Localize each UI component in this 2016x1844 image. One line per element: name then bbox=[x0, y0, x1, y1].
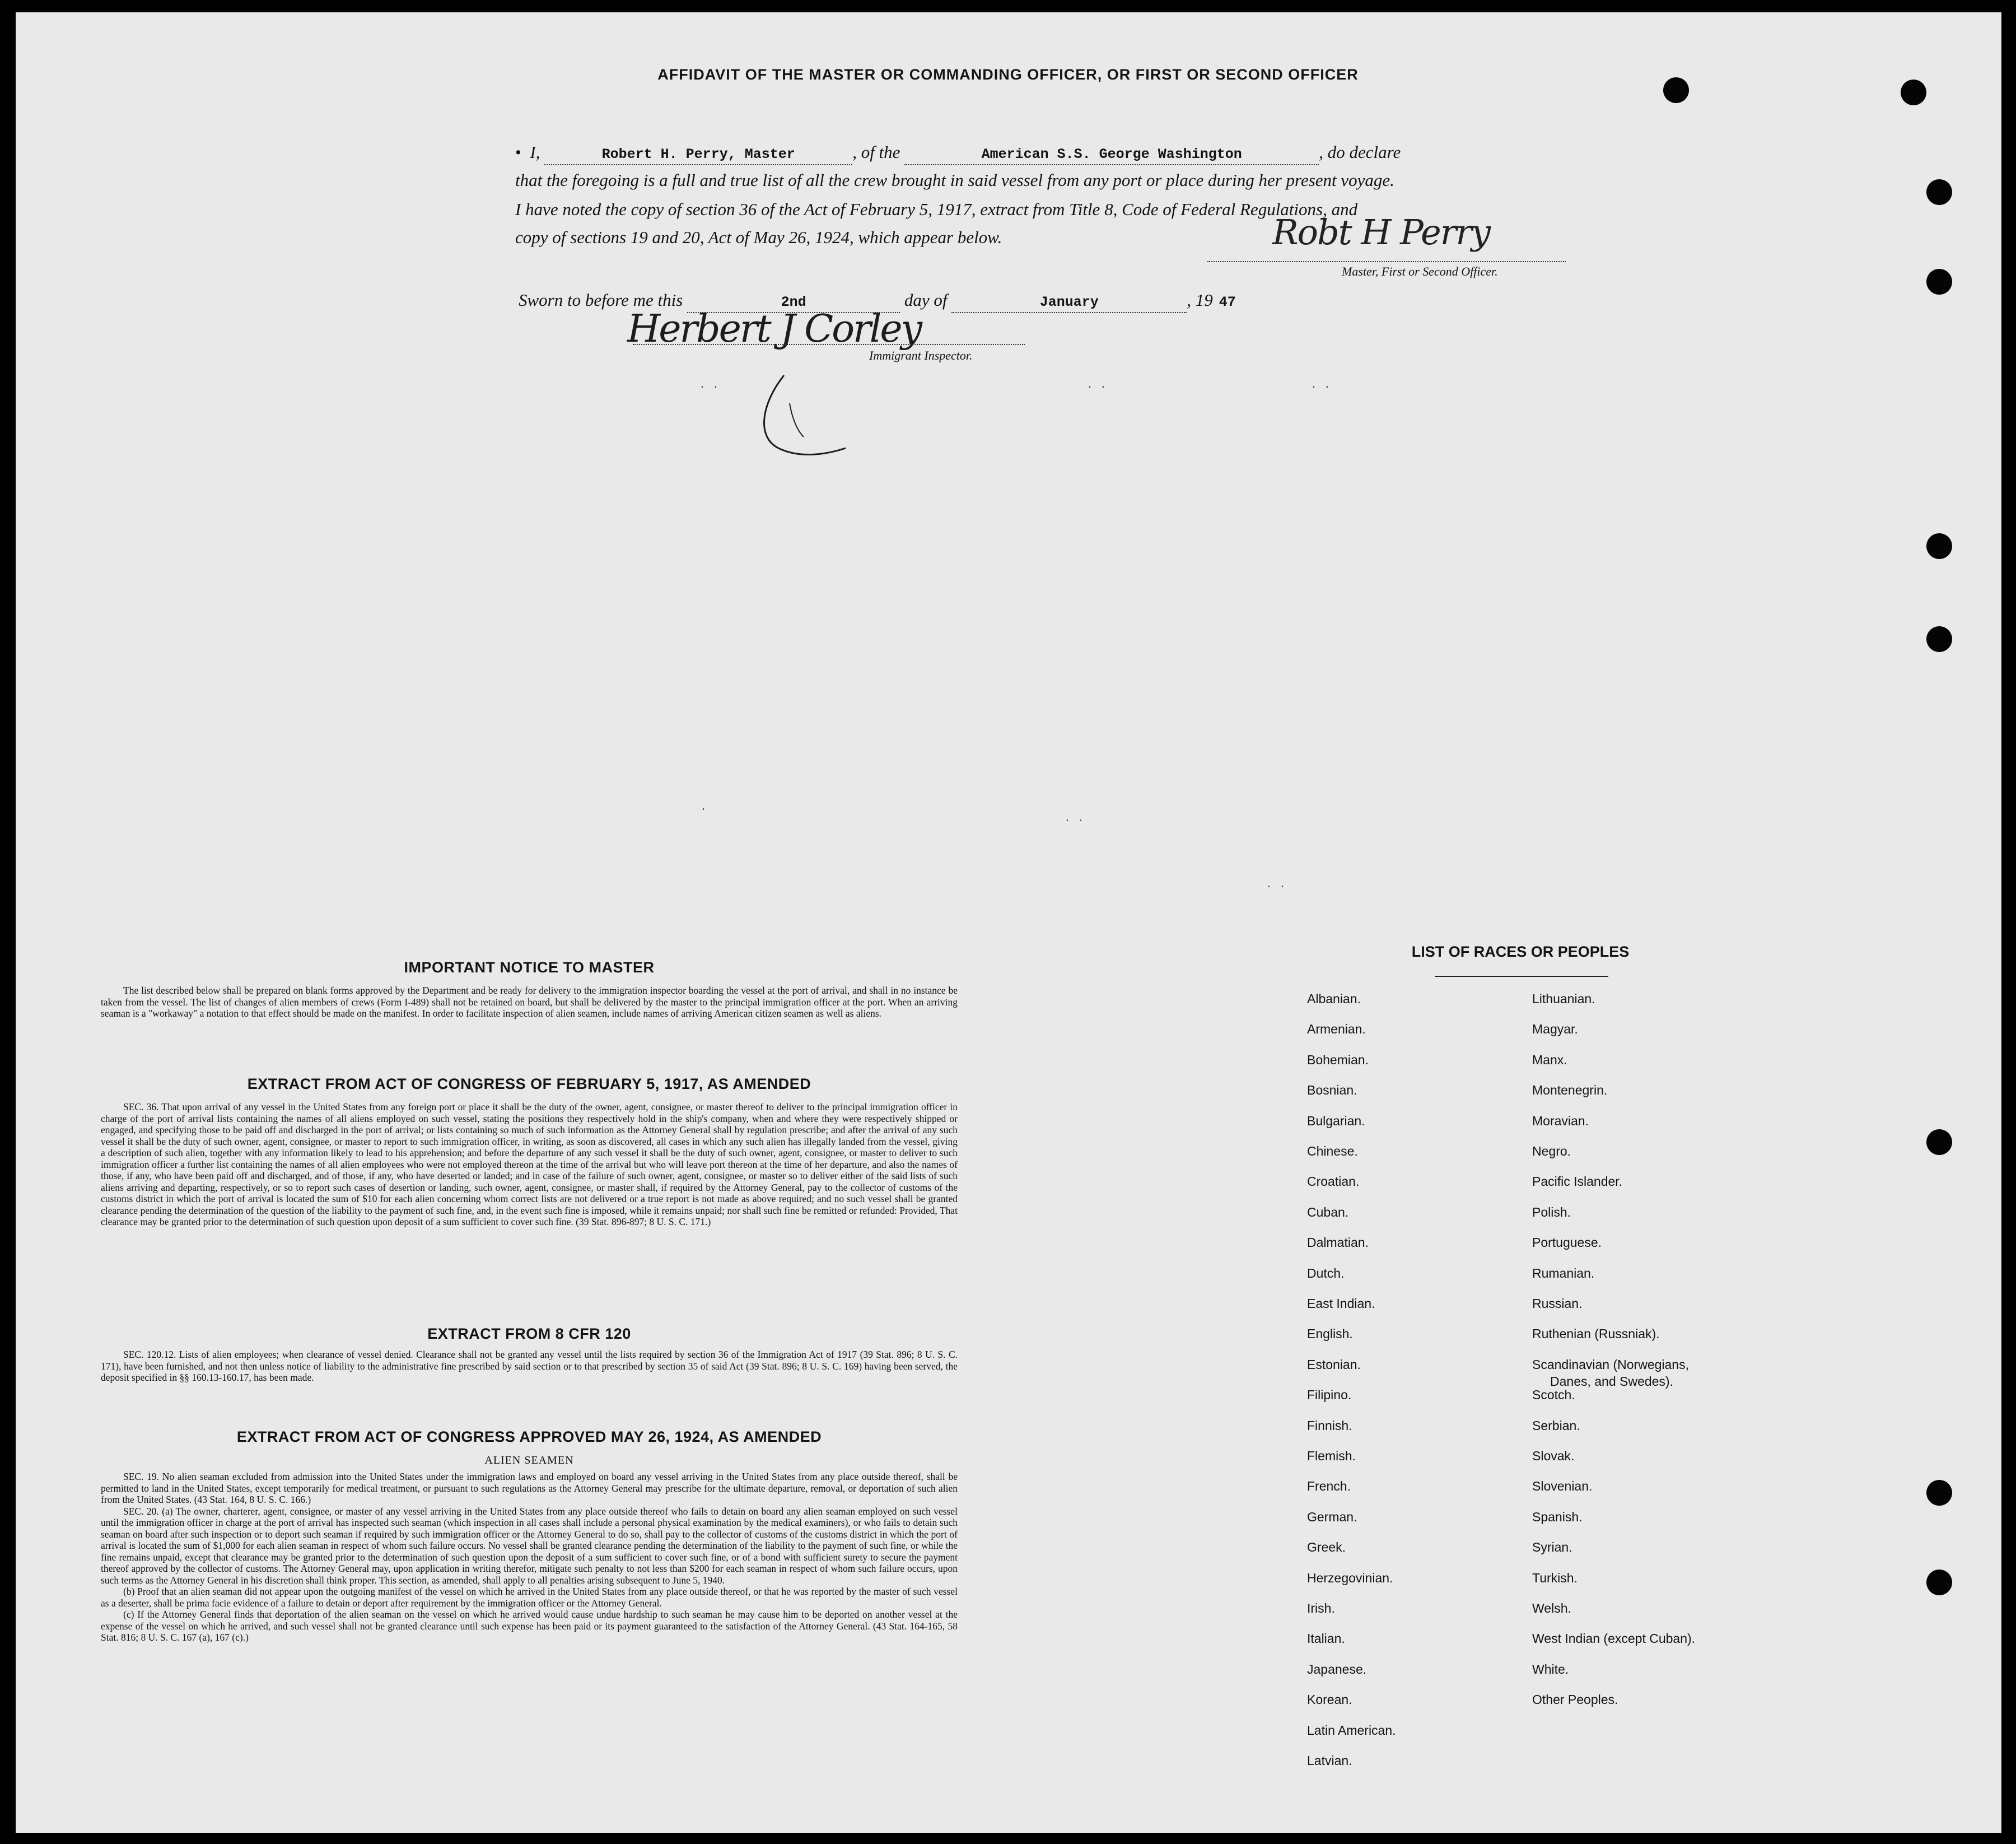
day-of-label: day of bbox=[904, 290, 948, 310]
race-item-right: West Indian (except Cuban). bbox=[1532, 1631, 1696, 1646]
punch-hole bbox=[1926, 626, 1952, 652]
sec-120-paragraph: SEC. 120.12. Lists of alien employees; when clearance of vessel denied. Clearance shall not be granted any vessel until the lists required by section 36 of the Immigration Act of 1917 (39 Stat. 896; 8 U. S. C. 171), have been furnished, and not then unless notice of liability to the administrative fine prescribed by said section or to that prescribed by section 35 of said Act (39 Stat. 896; 8 U. S. C. 169) having been served, the deposit specified in §§ 160.13-160.17, has been made. bbox=[101, 1349, 958, 1383]
race-item-right: Slovak. bbox=[1532, 1449, 1575, 1463]
race-item-right: Welsh. bbox=[1532, 1601, 1571, 1615]
race-item-right: Other Peoples. bbox=[1532, 1692, 1618, 1707]
punch-hole bbox=[1926, 1129, 1952, 1155]
race-item-right: Lithuanian. bbox=[1532, 991, 1595, 1006]
race-item-right: Slovenian. bbox=[1532, 1479, 1593, 1494]
race-item-left: Dalmatian. bbox=[1307, 1235, 1369, 1250]
races-heading-rule bbox=[1435, 976, 1608, 977]
bleed-through-mark: . . bbox=[1310, 379, 1331, 392]
race-item-right: Serbian. bbox=[1532, 1418, 1580, 1433]
race-item-right: Negro. bbox=[1532, 1144, 1571, 1158]
race-item-right: White. bbox=[1532, 1661, 1569, 1677]
master-signature-line bbox=[1207, 261, 1566, 262]
extract-cfr-heading: EXTRACT FROM 8 CFR 120 bbox=[427, 1325, 631, 1342]
affidavit-title: AFFIDAVIT OF THE MASTER OR COMMANDING OFFICER, OR FIRST OR SECOND OFFICER bbox=[657, 66, 1359, 83]
race-item-right: Russian. bbox=[1532, 1296, 1583, 1311]
race-item-right: Ruthenian (Russniak). bbox=[1532, 1326, 1660, 1342]
sec-20b-paragraph: (b) Proof that an alien seaman did not appear upon the outgoing manifest of the vessel on which he arrived in the United States from any place outside thereof, or that he was reported by the master of such vessel as a deserter, shall be prima facie evidence of a failure to detain or deport after requirement by the immigration officer or the Attorney General. bbox=[101, 1586, 958, 1609]
affidavit-line-1: • I, Robert H. Perry, Master , of the American S.S. George Washington , do declare bbox=[515, 136, 1568, 169]
extract-1924-text bbox=[101, 1471, 958, 1643]
race-item-left: Flemish. bbox=[1307, 1449, 1356, 1463]
year-prefix: , 19 bbox=[1187, 290, 1213, 310]
race-item-right: Manx. bbox=[1532, 1052, 1567, 1067]
affidavit-line-2: that the foregoing is a full and true list of all the crew brought in said vessel from any port or place during her present voyage. bbox=[515, 170, 1394, 190]
race-item-left: Albanian. bbox=[1307, 991, 1361, 1006]
races-heading: LIST OF RACES OR PEOPLES bbox=[1411, 943, 1630, 960]
race-item-right: Spanish. bbox=[1532, 1509, 1583, 1524]
race-item-left: East Indian. bbox=[1307, 1296, 1375, 1311]
race-item-left: Irish. bbox=[1307, 1601, 1335, 1615]
master-name-field: Robert H. Perry, Master bbox=[544, 145, 852, 165]
race-item-left: Herzegovinian. bbox=[1307, 1570, 1393, 1585]
race-item-left: French. bbox=[1307, 1479, 1351, 1494]
month-field: January bbox=[951, 293, 1187, 313]
vessel-name-field: American S.S. George Washington bbox=[904, 145, 1319, 165]
of-the-label: , of the bbox=[852, 142, 900, 162]
race-item-left: Chinese. bbox=[1307, 1144, 1358, 1158]
sworn-prefix: Sworn to before me this bbox=[519, 290, 683, 310]
extract-1924-heading: EXTRACT FROM ACT OF CONGRESS APPROVED MAY 26, 1924, AS AMENDED bbox=[236, 1428, 822, 1445]
race-item-left: Bosnian. bbox=[1307, 1083, 1357, 1098]
race-item-left: Greek. bbox=[1307, 1540, 1346, 1555]
inspector-caption: Immigrant Inspector. bbox=[869, 348, 973, 362]
race-item-left: Bohemian. bbox=[1307, 1052, 1369, 1067]
race-item-left: Japanese. bbox=[1307, 1661, 1367, 1677]
race-item-left: Italian. bbox=[1307, 1631, 1345, 1646]
extract-cfr-text bbox=[101, 1349, 958, 1384]
punch-hole bbox=[1926, 269, 1952, 295]
inspector-signature-flourish bbox=[750, 370, 851, 465]
race-item-left: Croatian. bbox=[1307, 1174, 1360, 1189]
race-item-right: Polish. bbox=[1532, 1204, 1571, 1219]
day-field: 2nd bbox=[687, 293, 900, 313]
bleed-through-mark: . . bbox=[1266, 878, 1286, 891]
race-item-left: Filipino. bbox=[1307, 1387, 1352, 1403]
sec-36-paragraph: SEC. 36. That upon arrival of any vessel in the United States from any foreign port or place it shall be the duty of the owner, agent, consignee, or master thereof to deliver to the principal immigration officer in charge of the port of arrival lists containing the names of all aliens employed on such vessel, stating the positions they respectively hold in the ship's company, when and where they were respectively shipped or engaged, and specifying those to be paid off and discharged in the port of arrival; or lists containing so much of such information as the Attorney General shall by regulation prescribe; and after the arrival of any such vessel it shall be the duty of such owner, agent, consignee, or master to report to such immigration officer, in writing, as soon as discovered, all cases in which any such alien has illegally landed from the vessel, giving a description of such alien, together with any information likely to lead to his apprehension; and before the departure of any such vessel it shall be the duty of such owner, agent, consignee, or master to deliver to such immigration officer a further list containing the names of all alien employees who were not employed thereon at the time of the arrival but who will leave port thereon at the time of her departure, and also the names of those, if any, who have been paid off and discharged, and of those, if any, who have deserted or landed; and in case of the failure of such owner, agent, consignee, or master so to deliver either of the said lists of such aliens arriving and departing, respectively, or so to report such cases of desertion or landing, such owner, agent, consignee, or master shall, if required by the Attorney General, pay to the collector of customs of the customs district in which the port of arrival is located the sum of $10 for each alien concerning whom correct lists are not delivered or a true report is not made as above required; and no such vessel shall be granted clearance pending the determination of the question of the liability to the payment of such fine, and, in the event such fine is imposed, while it remains unpaid; nor shall such fine be remitted or refunded: Provided, That clearance may be granted prior to the determination of such question upon deposit of a sum sufficient to cover such fine. (39 Stat. 896-897; 8 U. S. C. 171.) bbox=[101, 1101, 958, 1227]
race-item-left: Latvian. bbox=[1307, 1753, 1352, 1768]
sec-19-paragraph: SEC. 19. No alien seaman excluded from admission into the United States under the immigration laws and employed on board any vessel arriving in the United States from any place outside thereof, shall be permitted to land in the United States, except temporarily for medical treatment, or pursuant to such regulations as the Attorney General may prescribe for the ultimate departure, removal, or deportation of such alien from the United States. (43 Stat. 164, 8 U. S. C. 166.) bbox=[101, 1471, 958, 1505]
punch-hole bbox=[1926, 533, 1952, 559]
race-item-right: Scotch. bbox=[1532, 1387, 1575, 1403]
race-item-left: Estonian. bbox=[1307, 1357, 1361, 1372]
race-item-left: Finnish. bbox=[1307, 1418, 1352, 1433]
affidavit-prefix: I, bbox=[530, 142, 540, 162]
race-item-right: Montenegrin. bbox=[1532, 1083, 1608, 1098]
punch-hole bbox=[1926, 1570, 1952, 1595]
race-item-right: Moravian. bbox=[1532, 1113, 1589, 1128]
race-item-left: Dutch. bbox=[1307, 1265, 1345, 1280]
punch-hole bbox=[1926, 179, 1952, 205]
master-signature-caption: Master, First or Second Officer. bbox=[1342, 264, 1498, 278]
bleed-through-mark: . . bbox=[1064, 812, 1085, 825]
sec-20c-paragraph: (c) If the Attorney General finds that deportation of the alien seaman on the vessel on which he arrived would cause undue hardship to such seaman he may cause him to be deported on another vessel at the expense of the vessel on which he arrived, and such vessel shall not be granted clearance until such expense has been paid or its payment guaranteed to the satisfaction of the Attorney General. (43 Stat. 164-165, 58 Stat. 816; 8 U. S. C. 167 (a), 167 (c).) bbox=[101, 1609, 958, 1643]
year-field: 47 bbox=[1219, 294, 1236, 310]
bleed-through-mark: . . bbox=[1086, 379, 1107, 392]
notice-paragraph: The list described below shall be prepared on blank forms approved by the Department and be ready for delivery to the immigration inspector boarding the vessel at the port of arrival, and shall in no instance be taken from the vessel. The list of changes of alien members of crews (Form I-489) shall not be retained on board, but shall be delivered by the master to the principal immigration officer at the port. When an arriving seaman is a "workaway" a notation to that effect should be made on the manifest. In order to facilitate inspection of alien seamen, include names of arriving American citizen seamen as well as aliens. bbox=[101, 985, 958, 1019]
race-item-left: Latin American. bbox=[1307, 1722, 1396, 1738]
extract-1917-text bbox=[101, 1101, 958, 1228]
extract-1917-heading: EXTRACT FROM ACT OF CONGRESS OF FEBRUARY 5, 1917, AS AMENDED bbox=[247, 1075, 811, 1092]
inspector-signature-line bbox=[633, 344, 1025, 345]
race-item-left: German. bbox=[1307, 1509, 1357, 1524]
notice-text bbox=[101, 985, 958, 1019]
punch-hole bbox=[1926, 1480, 1952, 1506]
race-item-left: Korean. bbox=[1307, 1692, 1352, 1707]
bleed-through-mark: . bbox=[700, 801, 707, 814]
affidavit-line-4: copy of sections 19 and 20, Act of May 26, 1924, which appear below. bbox=[515, 227, 1002, 247]
race-item-left: Armenian. bbox=[1307, 1022, 1366, 1037]
race-item-left: Bulgarian. bbox=[1307, 1113, 1365, 1128]
race-item-right: Portuguese. bbox=[1532, 1235, 1602, 1250]
race-item-right: Syrian. bbox=[1532, 1540, 1572, 1555]
notice-heading: IMPORTANT NOTICE TO MASTER bbox=[404, 959, 655, 976]
affidavit-line-3: I have noted the copy of section 36 of the Act of February 5, 1917, extract from Title 8, Code of Federal Regulations, and bbox=[515, 199, 1358, 219]
inspector-signature: Herbert J Corley bbox=[627, 307, 921, 351]
alien-seamen-subheading: ALIEN SEAMEN bbox=[484, 1454, 574, 1466]
race-item-right: Danes, and Swedes). bbox=[1550, 1373, 1673, 1389]
sec-20a-paragraph: SEC. 20. (a) The owner, charterer, agent, consignee, or master of any vessel arriving in the United States from any place outside thereof who fails to detain on board any alien seaman employed on such vessel until the immigration officer in charge at the port of arrival has inspected such seaman (which inspection in all cases shall include a personal physical examination by the medical examiners), or who fails to detain such seaman on board after such inspection or to deport such seaman if required by such immigration officer or the Attorney General to do so, shall pay to the collector of customs of the customs district in which the port of arrival is located the sum of $1,000 for each alien seaman in respect of whom such failure occurs. No vessel shall be granted clearance pending the determination of the liability to the payment of such fine, or while the fine remains unpaid, except that clearance may be granted prior to the determination of such question upon the deposit of a sum sufficient to cover such fine, or of a bond with sufficient surety to secure the payment thereof approved by the collector of customs. The Attorney General may, upon application in writing therefor, mitigate such penalty to not less than $200 for each seaman in respect of whom such failure occurs, upon such terms as the Attorney General in his discretion shall think proper. This section, as amended, shall apply to all penalties arising subsequent to June 5, 1940. bbox=[101, 1505, 958, 1586]
master-signature: Robt H Perry bbox=[1272, 212, 1490, 253]
race-item-right: Scandinavian (Norwegians, bbox=[1532, 1357, 1689, 1372]
race-item-right: Rumanian. bbox=[1532, 1265, 1595, 1280]
race-item-left: Cuban. bbox=[1307, 1204, 1349, 1219]
declare-label: , do declare bbox=[1319, 142, 1401, 162]
race-item-right: Pacific Islander. bbox=[1532, 1174, 1623, 1189]
race-item-right: Turkish. bbox=[1532, 1570, 1578, 1585]
bleed-through-mark: . . bbox=[699, 379, 720, 392]
race-item-right: Magyar. bbox=[1532, 1022, 1578, 1037]
race-item-left: English. bbox=[1307, 1326, 1353, 1342]
